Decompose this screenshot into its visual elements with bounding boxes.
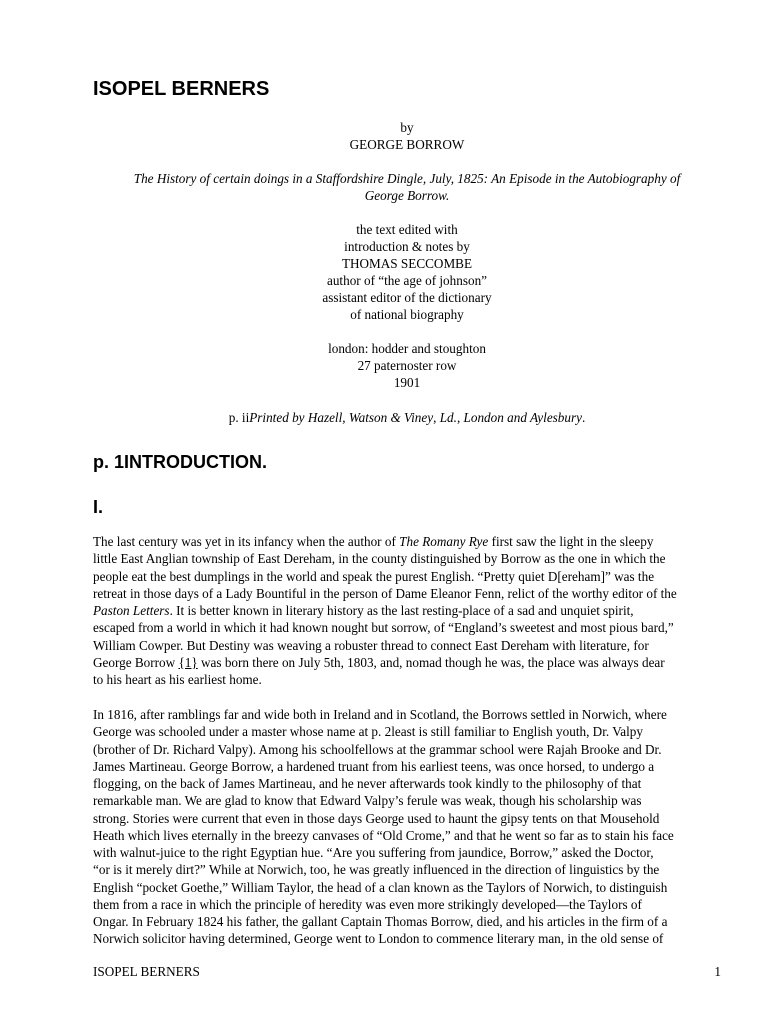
text-run: first saw the light in the sleepy <box>488 534 654 549</box>
text-run: was born there on July 5th, 1803, and, nomad though he was, the place was always dear <box>197 654 665 670</box>
edition-line: THOMAS SECCOMBE <box>341 256 473 271</box>
paragraph-line: Heath which lives eternally in the breezy canvases of “Old Crome,” and that he went so far as to stain his face <box>93 827 674 843</box>
text-run: George Borrow <box>93 654 179 670</box>
paragraph-line: people eat the best dumplings in the world and speak the purest English. “Pretty quiet D[ereham]” was the <box>93 568 655 584</box>
text-run: The last century was yet in its infancy when the author of <box>93 534 400 549</box>
printer-comma: , <box>342 410 349 425</box>
paragraph-line: remarkable man. We are glad to know that Edward Valpy’s ferule was weak, though his scholarship was <box>93 793 642 809</box>
paragraph-line: with walnut-juice to the right Egyptian hue. “Are you suffering from jaundice, Borrow,” asked the Doctor, <box>93 845 654 860</box>
page-marker: p. ii <box>228 410 250 425</box>
paragraph-line: “or is it merely dirt?” While at Norwich, too, he was greatly influenced in the direction of linguistics by the <box>93 862 660 878</box>
publisher-line: 1901 <box>393 375 421 390</box>
paragraph-line <box>93 654 723 671</box>
printer-text-d: London and Aylesbury <box>463 410 582 425</box>
printer-line <box>93 409 721 426</box>
footnote-link[interactable]: {1} <box>178 654 198 670</box>
printer-comma: , <box>433 410 440 425</box>
edition-line: assistant editor of the dictionary <box>322 290 492 305</box>
edition-line: author of “the age of johnson” <box>326 273 488 288</box>
paragraph-line: In 1816, after ramblings far and wide both in Ireland and in Scotland, the Borrows settled in Norwich, where <box>93 707 667 722</box>
printer-text-b: Watson & Viney <box>348 410 434 425</box>
paragraph-line: escaped from a world in which it had known nought but sorrow, of “England’s sweetest and most pious bard,” <box>93 620 674 636</box>
running-footer: ISOPEL BERNERS <box>93 964 200 979</box>
paragraph-line: to his heart as his earliest home. <box>93 672 262 687</box>
paragraph-line: (brother of Dr. Richard Valpy). Among his schoolfellows at the grammar school were Rajah Brooke and Dr. <box>93 741 662 757</box>
book-title: The Romany Rye <box>399 534 489 549</box>
byline-by: by <box>400 120 414 135</box>
paragraph-line: flogging, on the back of James Martineau, and he never afterwards took kindly to the philosophy of that <box>93 776 642 791</box>
paragraph-line: strong. Stories were current that even in those days George used to haunt the gipsy tents on that Mousehold <box>93 810 660 826</box>
document-title: ISOPEL BERNERS <box>93 78 270 100</box>
introduction-heading: p. 1INTRODUCTION. <box>93 452 267 472</box>
printer-comma: , <box>456 410 464 425</box>
publisher-line: london: hodder and stoughton <box>328 341 486 356</box>
paragraph-line: William Cowper. But Destiny was weaving a robuster thread to connect East Dereham with literature, for <box>93 637 649 653</box>
paragraph-2 <box>93 706 723 948</box>
paragraph-line: George was schooled under a master whose name at p. 2least is still familiar to English youth, Dr. Valpy <box>93 724 643 740</box>
book-title: Paston Letters <box>93 603 170 618</box>
paragraph-line: retreat in those days of a Lady Bountiful in the person of Dame Eleanor Fenn, relict of the worthy editor of the <box>93 585 677 601</box>
publisher-line: 27 paternoster row <box>357 358 457 373</box>
page-number: 1 <box>714 964 721 979</box>
subtitle-line-2: George Borrow. <box>364 188 450 203</box>
printer-period: . <box>581 410 586 425</box>
section-heading: I. <box>93 497 104 517</box>
printer-text-c: Ld. <box>439 410 457 425</box>
printer-text-a: Printed by Hazell <box>249 410 343 425</box>
paragraph-1 <box>93 533 723 688</box>
paragraph-line: them from a race in which the principle of heredity was even more strikingly developed—the Taylors of <box>93 896 642 912</box>
paragraph-line: little East Anglian township of East Dereham, in the county distinguished by Borrow as the one in which the <box>93 551 666 567</box>
edition-line: of national biography <box>350 307 464 322</box>
paragraph-line: James Martineau. George Borrow, a hardened truant from his earliest teens, was once horsed, to undergo a <box>93 758 655 774</box>
subtitle-line-1: The History of certain doings in a Staffordshire Dingle, July, 1825: An Episode in the Autobiography of <box>133 171 681 186</box>
text-run: . It is better known in literary history as the last resting-place of a sad and unquiet spirit, <box>169 603 634 618</box>
paragraph-line: Ongar. In February 1824 his father, the gallant Captain Thomas Borrow, died, and his articles in the firm of a <box>93 914 668 929</box>
edition-line: the text edited with <box>356 222 458 237</box>
paragraph-line <box>93 602 723 619</box>
paragraph-line: English “pocket Goethe,” William Taylor, the head of a clan known as the Taylors of Norwich, to distinguish <box>93 879 668 895</box>
edition-line: introduction & notes by <box>344 239 470 254</box>
byline-author: GEORGE BORROW <box>349 137 465 152</box>
paragraph-line <box>93 533 723 550</box>
paragraph-line: Norwich solicitor having determined, George went to London to commence literary man, in the old sense of <box>93 931 664 947</box>
